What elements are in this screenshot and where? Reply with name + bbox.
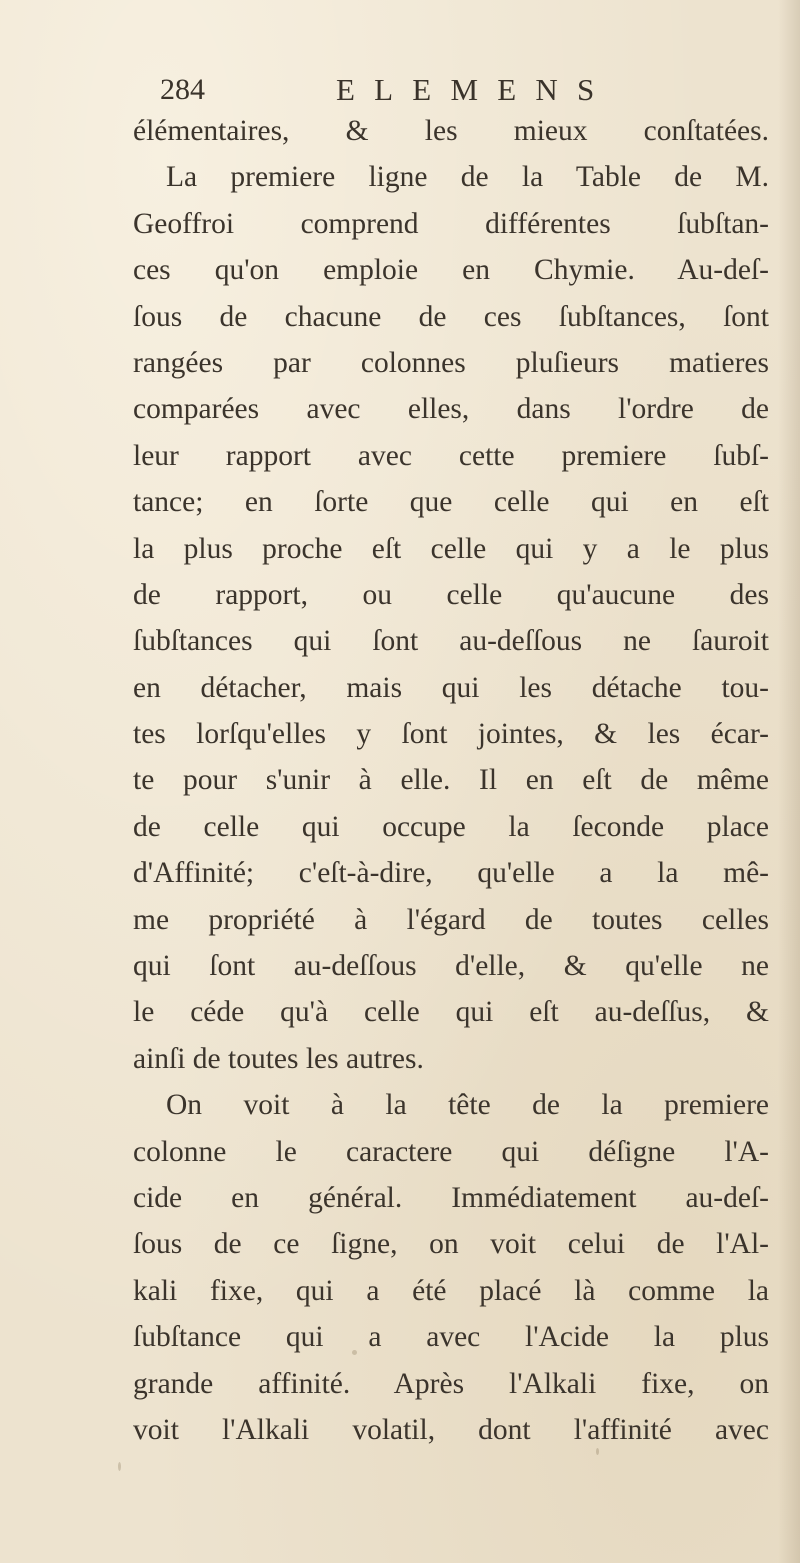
text-line: d'Affinité; c'eſt-à-dire, qu'elle a la mê- [133,857,769,890]
text-line: leur rapport avec cette premiere ſubſ- [133,439,769,472]
text-line: élémentaires, & les mieux conſtatées. [133,115,769,147]
text-line: la plus proche eſt celle qui y a le plus [133,532,769,565]
text-line: tes lorſqu'elles y ſont jointes, & les écar- [133,718,769,751]
text-line: ſubſtances qui ſont au-deſſous ne ſauroit [133,625,769,658]
ink-speck [352,1350,357,1355]
text-line: de rapport, ou celle qu'aucune des [133,578,769,611]
text-line: On voit à la tête de la premiere [166,1089,769,1122]
text-line: ſubſtance qui a avec l'Acide la plus [133,1321,769,1354]
text-line: kali fixe, qui a été placé là comme la [133,1274,769,1307]
text-line: me propriété à l'égard de toutes celles [133,903,769,936]
text-line: te pour s'unir à elle. Il en eſt de même [133,764,769,797]
text-line: ainſi de toutes les autres. [133,1042,424,1075]
page-edge-shadow [778,0,800,1563]
page-number: 284 [160,73,205,106]
text-line: ces qu'on emploie en Chymie. Au-deſ- [133,254,769,287]
text-line: cide en général. Immédiatement au-deſ- [133,1181,769,1214]
text-line: comparées avec elles, dans l'ordre de [133,393,769,426]
text-line: rangées par colonnes pluſieurs matieres [133,346,769,379]
text-line: ſous de chacune de ces ſubſtances, ſont [133,300,769,333]
running-title: ELEMENS [336,72,614,107]
text-line: ſous de ce ſigne, on voit celui de l'Al- [133,1228,769,1261]
text-line: le céde qu'à celle qui eſt au-deſſus, & [133,996,769,1029]
text-line: La premiere ligne de la Table de M. [166,161,769,194]
ink-speck [596,1448,599,1455]
ink-speck [118,1462,121,1471]
text-line: voit l'Alkali volatil, dont l'affinité avec [133,1413,769,1446]
page-header [160,68,680,112]
text-line: tance; en ſorte que celle qui en eſt [133,486,769,519]
body-text [133,108,769,1453]
text-line: Geoffroi comprend différentes ſubſtan- [133,207,769,240]
text-line: colonne le caractere qui déſigne l'A- [133,1135,769,1168]
text-line: grande affinité. Après l'Alkali fixe, on [133,1367,769,1400]
text-line: qui ſont au-deſſous d'elle, & qu'elle ne [133,950,769,983]
text-line: de celle qui occupe la ſeconde place [133,810,769,843]
text-line: en détacher, mais qui les détache tou- [133,671,769,704]
